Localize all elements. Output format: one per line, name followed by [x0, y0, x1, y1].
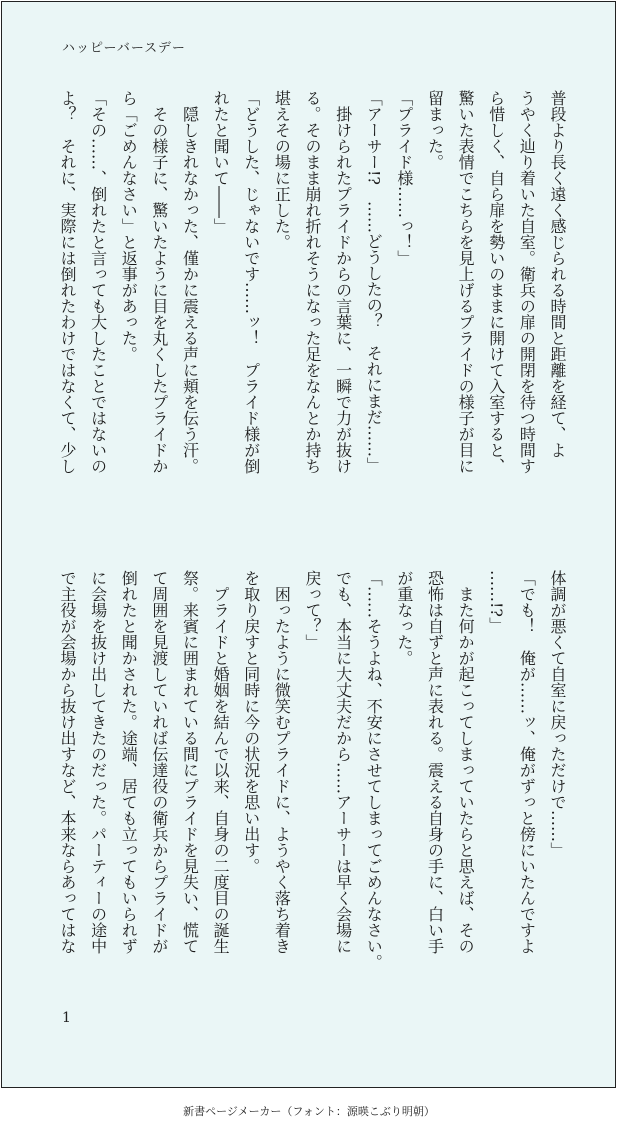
text-column: 掛けられたプライドからの言葉に、一瞬で力が抜け — [333, 90, 353, 474]
text-column: で主役が会場から抜け出すなど、本来ならあってはな — [58, 570, 77, 954]
text-column: プライドと婚姻を結んで以来、自身の二度目の誕生 — [211, 570, 231, 954]
text-column: よ？ それに、実際には倒れたわけではなくて、少し — [58, 90, 77, 474]
text-column: る。そのまま崩れ折れそうになった足をなんとか持ち — [303, 90, 322, 474]
text-column: 隠しきれなかった、僅かに震える声に頬を伝う汗。 — [180, 90, 200, 474]
page-number: 1 — [62, 1010, 71, 1026]
text-column: でも、本当に大丈夫だから……アーサーは早く会場に — [333, 570, 353, 954]
text-column: 「アーサー!? ……どうしたの？ それにまだ……」 — [364, 90, 384, 474]
text-column: 留まった。 — [425, 90, 445, 170]
text-column: を取り戻すと同時に今の状況を思い出す。 — [241, 570, 261, 874]
text-column: が重なった。 — [394, 570, 414, 666]
text-column: また何かが起こってしまっていたらと思えば、その — [456, 570, 476, 954]
upper-text-block — [57, 90, 567, 530]
text-column: 普段より長く遠く感じられる時間と距離を経て、よ — [548, 90, 567, 458]
text-column: ……!?」 — [486, 570, 506, 634]
text-column: 祭。来賓に囲まれている間にプライドを見失い、慌て — [180, 570, 200, 954]
text-column: て周囲を見渡していれば伝達役の衛兵からプライドが — [149, 570, 169, 954]
text-column: 恐怖は自ずと声に表れる。震える自身の手に、白い手 — [425, 570, 445, 954]
text-column: 驚いた表情でこちらを見上げるプライドの様子が目に — [456, 90, 476, 474]
text-column: 「でも！ 俺が……ッ、俺がずっと傍にいたんですよ — [517, 570, 537, 954]
text-column: 戻って？」 — [303, 570, 322, 650]
text-column: 倒れたと聞かされた。途端、居ても立ってもいられず — [119, 570, 139, 954]
text-column: 「どうした、じゃないです……ッ！ プライド様が倒 — [241, 90, 261, 474]
text-column: 「……そうよね、不安にさせてしまってごめんなさい。 — [364, 570, 384, 970]
text-column: 「プライド様……っ！」 — [394, 90, 414, 266]
lower-text-block — [57, 570, 567, 990]
book-page — [1, 1, 616, 1088]
text-column: に会場を抜け出してきたのだった。パーティーの途中 — [88, 570, 108, 954]
text-column: 堪えその場に正した。 — [272, 90, 292, 250]
text-column: れたと聞いて――」 — [211, 90, 231, 234]
text-column: ら惜しく、自ら扉を勢いのままに開けて入室すると、 — [486, 90, 506, 474]
text-column: その様子に、驚いたように目を丸くしたプライドか — [149, 90, 169, 474]
text-column: ら「ごめんなさい」と返事があった。 — [119, 90, 139, 362]
text-column: 体調が悪くて自室に戻っただけで……」 — [548, 570, 567, 858]
footer-credit: 新書ページメーカー（フォント：源暎こぶり明朝） — [183, 1105, 435, 1118]
text-column: 困ったように微笑むプライドに、ようやく落ち着き — [272, 570, 292, 954]
text-column: 「その……、倒れたと言っても大したことではないの — [88, 90, 108, 474]
running-head: ハッピーバースデー — [62, 41, 186, 56]
text-column: うやく辿り着いた自室。衛兵の扉の開閉を待つ時間す — [517, 90, 537, 474]
